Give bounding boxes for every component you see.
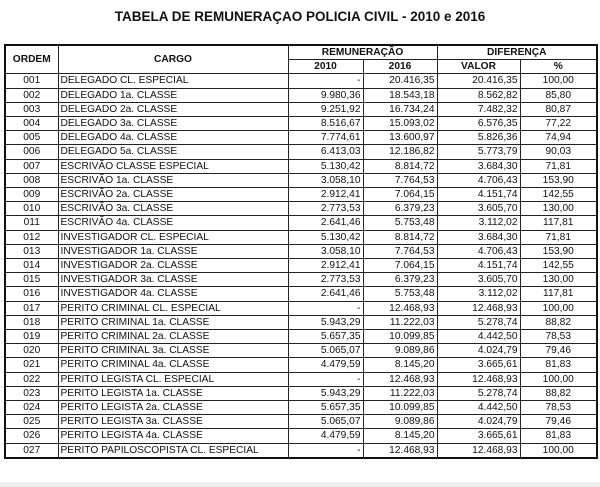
cell-diferenca-percent: 78,53 (520, 401, 597, 415)
cell-remuneracao-2010: - (288, 74, 363, 88)
header-2010: 2010 (288, 60, 363, 74)
table-row (5, 273, 597, 287)
cell-diferenca-percent: 117,81 (520, 216, 597, 230)
cell-remuneracao-2010: 2.641,46 (288, 216, 363, 230)
cell-diferenca-valor: 12.468,93 (437, 372, 520, 386)
cell-remuneracao-2010: 2.641,46 (288, 287, 363, 301)
table-row (5, 173, 597, 187)
cell-diferenca-valor: 4.024,79 (437, 344, 520, 358)
table-row (5, 202, 597, 216)
cell-remuneracao-2016: 12.468,93 (363, 443, 437, 458)
cell-cargo: INVESTIGADOR 1a. CLASSE (58, 244, 288, 258)
cell-ordem: 017 (5, 301, 58, 315)
cell-diferenca-valor: 7.482,32 (437, 102, 520, 116)
table-row (5, 188, 597, 202)
table-row (5, 301, 597, 315)
cell-diferenca-percent: 130,00 (520, 202, 597, 216)
cell-ordem: 021 (5, 358, 58, 372)
cell-cargo: ESCRIVÃO 2a. CLASSE (58, 188, 288, 202)
header-cargo: CARGO (58, 45, 288, 74)
cell-diferenca-valor: 5.773,79 (437, 145, 520, 159)
cell-ordem: 007 (5, 159, 58, 173)
cell-cargo: PERITO CRIMINAL 2a. CLASSE (58, 330, 288, 344)
table-row (5, 287, 597, 301)
cell-diferenca-percent: 142,55 (520, 259, 597, 273)
cell-remuneracao-2010: 2.773,53 (288, 273, 363, 287)
header-percent: % (520, 60, 597, 74)
cell-remuneracao-2010: 5.065,07 (288, 415, 363, 429)
cell-remuneracao-2010: 3.058,10 (288, 244, 363, 258)
cell-remuneracao-2010: 5.943,29 (288, 386, 363, 400)
cell-diferenca-valor: 12.468,93 (437, 443, 520, 458)
cell-remuneracao-2010: 6.413,03 (288, 145, 363, 159)
cell-cargo: INVESTIGADOR 4a. CLASSE (58, 287, 288, 301)
cell-remuneracao-2016: 8.145,20 (363, 429, 437, 443)
cell-remuneracao-2016: 8.145,20 (363, 358, 437, 372)
cell-ordem: 020 (5, 344, 58, 358)
cell-ordem: 022 (5, 372, 58, 386)
cell-diferenca-percent: 100,00 (520, 443, 597, 458)
cell-remuneracao-2010: 5.065,07 (288, 344, 363, 358)
cell-diferenca-percent: 77,22 (520, 117, 597, 131)
cell-remuneracao-2010: 7.774,61 (288, 131, 363, 145)
table-row (5, 415, 597, 429)
cell-cargo: PERITO LEGISTA 1a. CLASSE (58, 386, 288, 400)
cell-ordem: 006 (5, 145, 58, 159)
cell-remuneracao-2010: 5.657,35 (288, 330, 363, 344)
cell-diferenca-valor: 4.024,79 (437, 415, 520, 429)
cell-diferenca-percent: 88,82 (520, 386, 597, 400)
table-row (5, 386, 597, 400)
table-row (5, 259, 597, 273)
table-row (5, 117, 597, 131)
cell-diferenca-valor: 3.665,61 (437, 429, 520, 443)
cell-cargo: ESCRIVÃO 3a. CLASSE (58, 202, 288, 216)
cell-remuneracao-2016: 11.222,03 (363, 386, 437, 400)
cell-ordem: 026 (5, 429, 58, 443)
cell-diferenca-valor: 20.416,35 (437, 74, 520, 88)
header-ordem: ORDEM (5, 45, 58, 74)
cell-diferenca-valor: 12.468,93 (437, 301, 520, 315)
cell-diferenca-valor: 5.278,74 (437, 315, 520, 329)
cell-remuneracao-2010: 2.912,41 (288, 259, 363, 273)
cell-remuneracao-2010: 4.479,59 (288, 358, 363, 372)
cell-diferenca-valor: 3.605,70 (437, 202, 520, 216)
cell-cargo: DELEGADO 5a. CLASSE (58, 145, 288, 159)
cell-ordem: 019 (5, 330, 58, 344)
cell-remuneracao-2016: 6.379,23 (363, 202, 437, 216)
cell-remuneracao-2016: 16.734,24 (363, 102, 437, 116)
cell-ordem: 004 (5, 117, 58, 131)
cell-cargo: DELEGADO 4a. CLASSE (58, 131, 288, 145)
cell-remuneracao-2016: 5.753,48 (363, 216, 437, 230)
cell-cargo: ESCRIVÃO 4a. CLASSE (58, 216, 288, 230)
cell-remuneracao-2010: 9.980,36 (288, 88, 363, 102)
cell-remuneracao-2016: 11.222,03 (363, 315, 437, 329)
cell-diferenca-percent: 71,81 (520, 159, 597, 173)
cell-remuneracao-2016: 15.093,02 (363, 117, 437, 131)
cell-remuneracao-2016: 9.089,86 (363, 415, 437, 429)
header-remuneracao: REMUNERAÇÃO (288, 45, 437, 60)
cell-diferenca-valor: 4.442,50 (437, 401, 520, 415)
cell-diferenca-valor: 8.562,82 (437, 88, 520, 102)
cell-diferenca-percent: 78,53 (520, 330, 597, 344)
cell-ordem: 010 (5, 202, 58, 216)
table-row (5, 244, 597, 258)
cell-remuneracao-2016: 10.099,85 (363, 330, 437, 344)
cell-remuneracao-2016: 8.814,72 (363, 159, 437, 173)
cell-diferenca-valor: 6.576,35 (437, 117, 520, 131)
cell-diferenca-percent: 100,00 (520, 74, 597, 88)
cell-remuneracao-2010: 5.943,29 (288, 315, 363, 329)
document-title: TABELA DE REMUNERAÇAO POLICIA CIVIL - 2010 e 2016 (114, 9, 486, 24)
cell-remuneracao-2016: 7.064,15 (363, 188, 437, 202)
remuneration-table (4, 44, 598, 459)
cell-ordem: 012 (5, 230, 58, 244)
cell-remuneracao-2010: 5.130,42 (288, 159, 363, 173)
cell-cargo: PERITO LEGISTA 4a. CLASSE (58, 429, 288, 443)
cell-diferenca-percent: 79,46 (520, 415, 597, 429)
cell-cargo: INVESTIGADOR 3a. CLASSE (58, 273, 288, 287)
cell-remuneracao-2010: 5.130,42 (288, 230, 363, 244)
cell-remuneracao-2016: 12.186,82 (363, 145, 437, 159)
cell-remuneracao-2010: 9.251,92 (288, 102, 363, 116)
cell-cargo: INVESTIGADOR CL. ESPECIAL (58, 230, 288, 244)
header-2016: 2016 (363, 60, 437, 74)
table-row (5, 131, 597, 145)
cell-cargo: PERITO CRIMINAL 3a. CLASSE (58, 344, 288, 358)
cell-diferenca-percent: 142,55 (520, 188, 597, 202)
cell-remuneracao-2010: - (288, 301, 363, 315)
cell-diferenca-valor: 4.706,43 (437, 173, 520, 187)
cell-diferenca-percent: 100,00 (520, 301, 597, 315)
table-row (5, 88, 597, 102)
cell-diferenca-percent: 153,90 (520, 244, 597, 258)
cell-remuneracao-2016: 9.089,86 (363, 344, 437, 358)
table-row (5, 429, 597, 443)
cell-diferenca-valor: 4.151,74 (437, 259, 520, 273)
header-row-top (5, 45, 597, 60)
cell-cargo: DELEGADO 1a. CLASSE (58, 88, 288, 102)
cell-ordem: 002 (5, 88, 58, 102)
table-body (5, 74, 597, 458)
cell-remuneracao-2016: 10.099,85 (363, 401, 437, 415)
cell-cargo: PERITO LEGISTA 3a. CLASSE (58, 415, 288, 429)
cell-diferenca-valor: 3.605,70 (437, 273, 520, 287)
cell-ordem: 008 (5, 173, 58, 187)
cell-diferenca-percent: 100,00 (520, 372, 597, 386)
cell-diferenca-valor: 4.151,74 (437, 188, 520, 202)
cell-diferenca-percent: 90,03 (520, 145, 597, 159)
cell-remuneracao-2010: 2.773,53 (288, 202, 363, 216)
cell-remuneracao-2010: - (288, 372, 363, 386)
cell-ordem: 018 (5, 315, 58, 329)
cell-remuneracao-2010: 2.912,41 (288, 188, 363, 202)
cell-remuneracao-2016: 12.468,93 (363, 372, 437, 386)
cell-diferenca-percent: 130,00 (520, 273, 597, 287)
cell-cargo: DELEGADO 2a. CLASSE (58, 102, 288, 116)
cell-remuneracao-2016: 13.600,97 (363, 131, 437, 145)
cell-cargo: PERITO CRIMINAL CL. ESPECIAL (58, 301, 288, 315)
cell-diferenca-percent: 71,81 (520, 230, 597, 244)
table-row (5, 443, 597, 458)
cell-remuneracao-2016: 8.814,72 (363, 230, 437, 244)
cell-remuneracao-2016: 7.764,53 (363, 173, 437, 187)
cell-ordem: 003 (5, 102, 58, 116)
cell-remuneracao-2016: 18.543,18 (363, 88, 437, 102)
cell-cargo: PERITO LEGISTA CL. ESPECIAL (58, 372, 288, 386)
table-row (5, 74, 597, 88)
cell-diferenca-percent: 88,82 (520, 315, 597, 329)
cell-ordem: 027 (5, 443, 58, 458)
cell-remuneracao-2016: 20.416,35 (363, 74, 437, 88)
table-row (5, 230, 597, 244)
cell-remuneracao-2016: 7.064,15 (363, 259, 437, 273)
cell-diferenca-valor: 5.826,36 (437, 131, 520, 145)
cell-diferenca-valor: 3.684,30 (437, 230, 520, 244)
cell-cargo: PERITO PAPILOSCOPISTA CL. ESPECIAL (58, 443, 288, 458)
cell-ordem: 013 (5, 244, 58, 258)
cell-cargo: DELEGADO 3a. CLASSE (58, 117, 288, 131)
cell-remuneracao-2010: 3.058,10 (288, 173, 363, 187)
cell-diferenca-percent: 81,83 (520, 358, 597, 372)
header-valor: VALOR (437, 60, 520, 74)
cell-ordem: 023 (5, 386, 58, 400)
table-row (5, 145, 597, 159)
cell-diferenca-valor: 3.665,61 (437, 358, 520, 372)
cell-diferenca-valor: 3.684,30 (437, 159, 520, 173)
cell-ordem: 011 (5, 216, 58, 230)
cell-diferenca-percent: 81,83 (520, 429, 597, 443)
cell-cargo: PERITO CRIMINAL 1a. CLASSE (58, 315, 288, 329)
cell-diferenca-percent: 79,46 (520, 344, 597, 358)
header-diferenca: DIFERENÇA (437, 45, 597, 60)
table-row (5, 102, 597, 116)
cell-diferenca-valor: 3.112,02 (437, 287, 520, 301)
cell-remuneracao-2010: 5.657,35 (288, 401, 363, 415)
table-row (5, 159, 597, 173)
cell-diferenca-percent: 153,90 (520, 173, 597, 187)
cell-ordem: 015 (5, 273, 58, 287)
cell-diferenca-valor: 4.706,43 (437, 244, 520, 258)
cell-ordem: 005 (5, 131, 58, 145)
table-row (5, 401, 597, 415)
cell-diferenca-percent: 85,80 (520, 88, 597, 102)
cell-diferenca-valor: 3.112,02 (437, 216, 520, 230)
table-row (5, 216, 597, 230)
cell-cargo: ESCRIVÃO CLASSE ESPECIAL (58, 159, 288, 173)
cell-ordem: 025 (5, 415, 58, 429)
cell-remuneracao-2016: 5.753,48 (363, 287, 437, 301)
table-row (5, 358, 597, 372)
cell-ordem: 014 (5, 259, 58, 273)
cell-ordem: 016 (5, 287, 58, 301)
cell-remuneracao-2016: 7.764,53 (363, 244, 437, 258)
cell-remuneracao-2010: - (288, 443, 363, 458)
cell-cargo: PERITO LEGISTA 2a. CLASSE (58, 401, 288, 415)
cell-remuneracao-2016: 12.468,93 (363, 301, 437, 315)
cell-diferenca-percent: 80,87 (520, 102, 597, 116)
cell-diferenca-valor: 4.442,50 (437, 330, 520, 344)
cell-cargo: ESCRIVÃO 1a. CLASSE (58, 173, 288, 187)
cell-remuneracao-2010: 4.479,59 (288, 429, 363, 443)
cell-cargo: DELEGADO CL. ESPECIAL (58, 74, 288, 88)
cell-cargo: PERITO CRIMINAL 4a. CLASSE (58, 358, 288, 372)
table-row (5, 315, 597, 329)
table-row (5, 330, 597, 344)
page-bottom-edge (0, 482, 600, 487)
cell-remuneracao-2010: 8.516,67 (288, 117, 363, 131)
cell-diferenca-valor: 5.278,74 (437, 386, 520, 400)
cell-cargo: INVESTIGADOR 2a. CLASSE (58, 259, 288, 273)
cell-ordem: 024 (5, 401, 58, 415)
cell-diferenca-percent: 74,94 (520, 131, 597, 145)
table-row (5, 344, 597, 358)
cell-remuneracao-2016: 6.379,23 (363, 273, 437, 287)
cell-ordem: 001 (5, 74, 58, 88)
cell-diferenca-percent: 117,81 (520, 287, 597, 301)
cell-ordem: 009 (5, 188, 58, 202)
table-row (5, 372, 597, 386)
